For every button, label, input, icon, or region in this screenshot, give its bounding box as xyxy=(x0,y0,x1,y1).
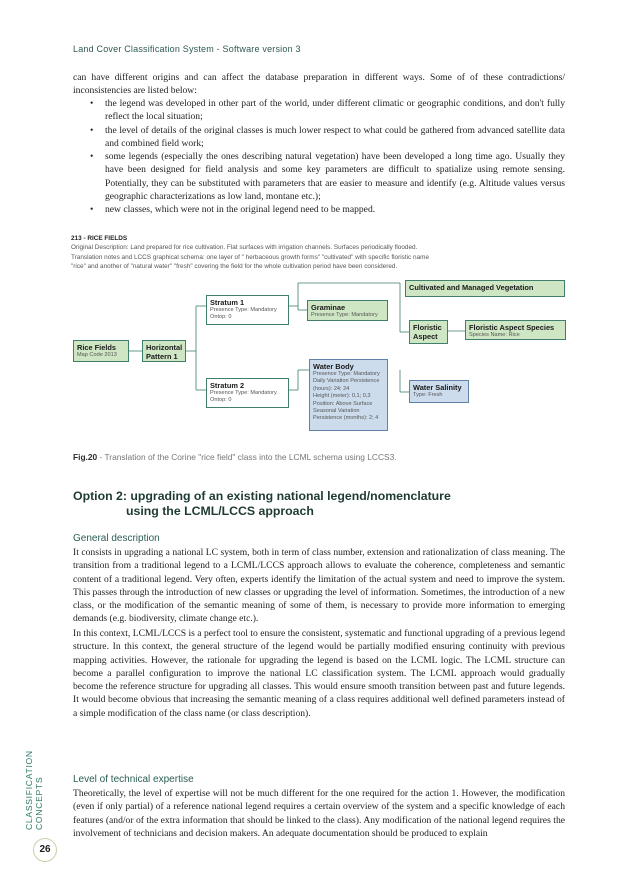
rice-fields-description xyxy=(71,234,571,272)
bullet-icon: • xyxy=(90,124,94,136)
page-number: 26 xyxy=(33,838,57,862)
list-item: • some legends (especially the ones describing natural vegetation) have been developed a long time ago. Usually they have been designed for field analysis and some key parameters are difficult to spatialize using remote sensing. Potentially, they can be substituted with parameters that are easier to measure and identify (e.g. Altitude values versus geographic characterizations as low land, montane etc.); xyxy=(90,151,565,203)
node-graminae: Graminae Presence Type: Mandatory xyxy=(307,300,388,321)
rice-fields-line: "rice" and another of "natural water" "fresh" covering the field for the whole cultivation period have been considered. xyxy=(71,263,398,271)
list-item: • new classes, which were not in the original legend need to be mapped. xyxy=(90,204,376,216)
node-water-salinity: Water Salinity Type: Fresh xyxy=(409,380,469,403)
sidebar-section-label: CLASSIFICATION CONCEPTS xyxy=(24,750,44,830)
general-paragraph-1: It consists in upgrading a national LC system, both in term of class number, extension and rationalization of class meaning. The transition from a traditional legend to a LCML/LCCS approach allows to evaluate the coherence, completeness and semantic content of a traditional legend. Very often, experts identify the limitation of the actual system and need to improve the system. This passes through the introduction of new classes or upgrading the level of information. Sometimes, the introduction of a new class, or the modification of the semantic meaning of some of them, is necessary to provide more information to emerging demands (e.g. biodiversity, climate change etc.). xyxy=(73,547,565,625)
node-stratum-2: Stratum 2 Presence Type: Mandatory Ontop: 0 xyxy=(206,378,289,408)
node-rice-fields: Rice Fields Map Code 2013 xyxy=(73,340,129,362)
general-description-heading: General description xyxy=(73,533,160,544)
rice-fields-line: Translation notes and LCCS graphical schema: one layer of " herbaceous growth forms" "cultivated" with specific floristic name xyxy=(71,253,430,261)
bullet-icon: • xyxy=(90,204,94,216)
node-floristic-aspect: Floristic Aspect xyxy=(409,320,448,344)
expertise-paragraph: Theoretically, the level of expertise will not be much different for the one required for the action 1. However, the modification (even if only partial) of a reference national legend requires a certain overview of the system and a specific knowledge of each features (and/or of the extra information that should be linked to the class). Any modification of the national legend requires the involvement of technicians and decision makers. An adequate documentation should be produced to explain xyxy=(73,788,565,839)
option-title: Option 2: upgrading of an existing national legend/nomenclature using the LCML/LCCS approach xyxy=(73,489,451,518)
technical-expertise-heading: Level of technical expertise xyxy=(73,774,194,785)
bullet-icon: • xyxy=(90,98,94,109)
rice-fields-title: 213 - RICE FIELDS xyxy=(71,235,128,242)
node-stratum-1: Stratum 1 Presence Type: Mandatory Ontop: 0 xyxy=(206,295,289,325)
bullet-icon: • xyxy=(90,151,94,163)
rice-fields-line: Original Description: Land prepared for rice cultivation. Flat surfaces with irrigation channels. Surfaces periodically flooded. xyxy=(71,244,418,252)
running-header: Land Cover Classification System - Software version 3 xyxy=(73,44,301,54)
inconsistency-list xyxy=(73,97,565,217)
figure-caption: Fig.20 - Translation of the Corine "rice field" class into the LCML schema using LCCS3. xyxy=(73,452,397,462)
node-horizontal-pattern: Horizontal Pattern 1 xyxy=(142,340,186,362)
node-floristic-species: Floristic Aspect Species Species Name: Rice xyxy=(465,320,566,340)
node-cultivated: Cultivated and Managed Vegetation xyxy=(405,280,565,297)
intro-paragraph: can have different origins and can affect the database preparation in different ways. Some of of these contradictions/ inconsistencies are listed below: xyxy=(73,72,565,97)
list-item: • the level of details of the original classes is much lower respect to what could be gathered from advanced satellite data and combined field work; xyxy=(90,124,565,149)
node-water-body: Water Body Presence Type: Mandatory Daily Variation Persistence (hours): 24; 24 Height (meter): 0,1; 0,3 Position: Above Surface Seasonal Variation Persistence (months): 2; 4 xyxy=(309,359,388,431)
list-item: • the legend was developed in other part of the world, under different climatic or geographic conditions, and don't fully reflect the local situation; xyxy=(90,98,565,123)
general-paragraph-2: In this context, LCML/LCCS is a perfect tool to ensure the consistent, systematic and functional upgrading of a previous legend structure. In this context, the general structure of the legend would be partially modified ensuring continuity with previous mapping activities. However, the rationale for upgrading the legend is based on the LCML logic. The LCML structure can become a parallel configuration to improve the national LC classification system. The LCML approach would gradually become the reference structure for upgrading all classes. This would ensure smooth transition between past and future legends. It would become obvious that increasing the semantic meaning of a class requires additional well defined parameters instead of a simple modification of the class name (or class description). xyxy=(73,628,565,719)
